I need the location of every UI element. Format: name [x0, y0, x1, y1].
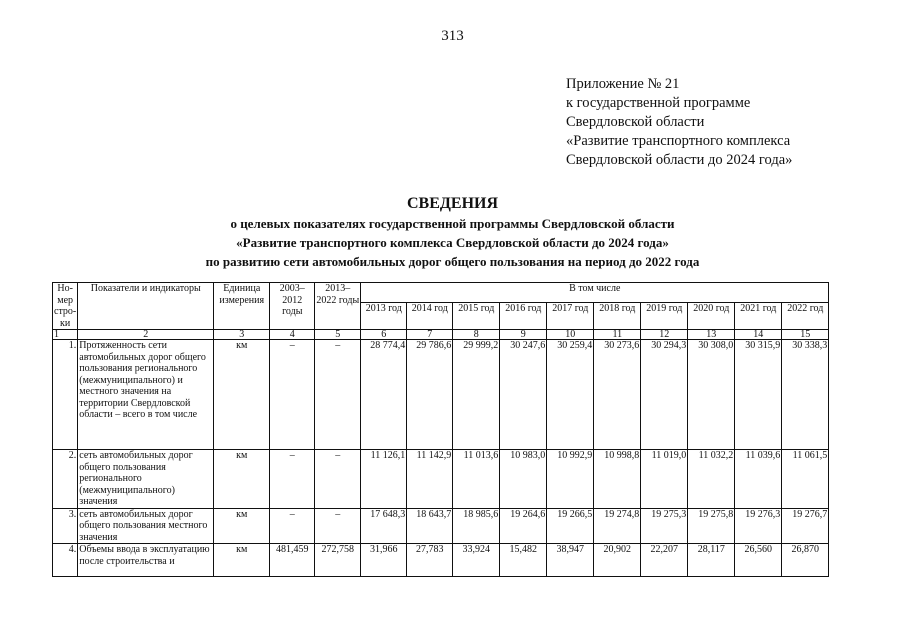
table-row [53, 544, 829, 577]
value-cell: 26,870 [782, 544, 829, 577]
header-period-2013-2022: 2013–2022 годы [315, 283, 361, 330]
header-year: 2017 год [547, 303, 594, 330]
column-number: 9 [500, 330, 547, 340]
value-cell: 30 315,9 [735, 340, 782, 450]
period1-cell: – [270, 340, 315, 450]
heading-line: по развитию сети автомобильных дорог общего пользования на период до 2022 года [205, 254, 700, 269]
value-cell: 20,902 [594, 544, 641, 577]
page-number: 313 [441, 28, 464, 44]
heading-line: «Развитие транспортного комплекса Свердловской области до 2024 года» [236, 235, 669, 250]
value-cell: 33,924 [453, 544, 500, 577]
indicator-name: Объемы ввода в эксплуатацию после строительства и [78, 544, 214, 577]
value-cell: 30 273,6 [594, 340, 641, 450]
header-year: 2019 год [641, 303, 688, 330]
column-number: 14 [735, 330, 782, 340]
value-cell: 11 013,6 [453, 450, 500, 509]
indicators-table [52, 282, 829, 577]
row-number: 3. [53, 508, 78, 544]
header-year: 2016 год [500, 303, 547, 330]
column-number: 8 [453, 330, 500, 340]
column-number: 5 [315, 330, 361, 340]
header-including: В том числе [361, 283, 829, 303]
value-cell: 17 648,3 [361, 508, 407, 544]
header-year: 2021 год [735, 303, 782, 330]
column-number: 4 [270, 330, 315, 340]
value-cell: 29 999,2 [453, 340, 500, 450]
period2-cell: – [315, 450, 361, 509]
header-indicator: Показатели и индикаторы [78, 283, 214, 330]
column-number: 13 [688, 330, 735, 340]
period2-cell: – [315, 340, 361, 450]
column-number: 10 [547, 330, 594, 340]
appendix-line: Свердловской области до 2024 года» [566, 152, 793, 168]
value-cell: 19 276,3 [735, 508, 782, 544]
value-cell: 11 032,2 [688, 450, 735, 509]
appendix-block [566, 75, 792, 170]
value-cell: 26,560 [735, 544, 782, 577]
value-cell: 15,482 [500, 544, 547, 577]
column-number-row [53, 330, 829, 340]
value-cell: 18 643,7 [407, 508, 453, 544]
header-year: 2020 год [688, 303, 735, 330]
column-number: 1 [53, 330, 78, 340]
value-cell: 29 786,6 [407, 340, 453, 450]
row-number: 2. [53, 450, 78, 509]
table-header-row [53, 283, 829, 303]
header-year: 2022 год [782, 303, 829, 330]
appendix-line: Свердловской области [566, 114, 705, 130]
header-row-number: Но-мер стро-ки [54, 283, 77, 329]
appendix-line: к государственной программе [566, 95, 751, 111]
value-cell: 30 308,0 [688, 340, 735, 450]
value-cell: 30 338,3 [782, 340, 829, 450]
table-row [53, 508, 829, 544]
indicator-name: Протяженность сети автомобильных дорог общего пользования регионального (межмуниципального) и местного значения на территории Свердловской области – всего в том числе [78, 340, 214, 450]
column-number: 2 [78, 330, 214, 340]
value-cell: 30 247,6 [500, 340, 547, 450]
period1-cell: – [270, 450, 315, 509]
value-cell: 30 259,4 [547, 340, 594, 450]
value-cell: 10 998,8 [594, 450, 641, 509]
value-cell: 28 774,4 [361, 340, 407, 450]
table-row [53, 340, 829, 450]
header-unit: Единица измерения [214, 283, 270, 330]
period2-cell: – [315, 508, 361, 544]
unit-cell: км [214, 450, 270, 509]
row-number: 1. [53, 340, 78, 450]
period2-cell: 272,758 [315, 544, 361, 577]
value-cell: 22,207 [641, 544, 688, 577]
value-cell: 11 126,1 [361, 450, 407, 509]
value-cell: 19 275,8 [688, 508, 735, 544]
document-title: СВЕДЕНИЯ [406, 195, 499, 212]
value-cell: 18 985,6 [453, 508, 500, 544]
header-year: 2018 год [594, 303, 641, 330]
unit-cell: км [214, 508, 270, 544]
header-year: 2014 год [407, 303, 453, 330]
value-cell: 19 266,5 [547, 508, 594, 544]
value-cell: 30 294,3 [641, 340, 688, 450]
value-cell: 27,783 [407, 544, 453, 577]
column-number: 3 [214, 330, 270, 340]
unit-cell: км [214, 340, 270, 450]
column-number: 7 [407, 330, 453, 340]
period1-cell: 481,459 [270, 544, 315, 577]
value-cell: 19 274,8 [594, 508, 641, 544]
row-number: 4. [53, 544, 78, 577]
value-cell: 19 264,6 [500, 508, 547, 544]
value-cell: 11 019,0 [641, 450, 688, 509]
header-year: 2013 год [361, 303, 407, 330]
value-cell: 19 275,3 [641, 508, 688, 544]
value-cell: 31,966 [361, 544, 407, 577]
value-cell: 28,117 [688, 544, 735, 577]
unit-cell: км [214, 544, 270, 577]
value-cell: 11 142,9 [407, 450, 453, 509]
column-number: 12 [641, 330, 688, 340]
document-heading [0, 194, 905, 271]
column-number: 11 [594, 330, 641, 340]
column-number: 6 [361, 330, 407, 340]
indicator-name: сеть автомобильных дорог общего пользования регионального (межмуниципального) значения [78, 450, 214, 509]
indicator-name: сеть автомобильных дорог общего пользования местного значения [78, 508, 214, 544]
header-period-2003-2012: 2003–2012 годы [270, 283, 315, 330]
heading-line: о целевых показателях государственной программы Свердловской области [230, 216, 675, 231]
value-cell: 11 061,5 [782, 450, 829, 509]
header-year: 2015 год [453, 303, 500, 330]
appendix-line: «Развитие транспортного комплекса [566, 133, 791, 149]
period1-cell: – [270, 508, 315, 544]
value-cell: 10 992,9 [547, 450, 594, 509]
value-cell: 19 276,7 [782, 508, 829, 544]
appendix-line: Приложение № 21 [566, 76, 680, 92]
value-cell: 38,947 [547, 544, 594, 577]
column-number: 15 [782, 330, 829, 340]
value-cell: 11 039,6 [735, 450, 782, 509]
table-row [53, 450, 829, 509]
value-cell: 10 983,0 [500, 450, 547, 509]
